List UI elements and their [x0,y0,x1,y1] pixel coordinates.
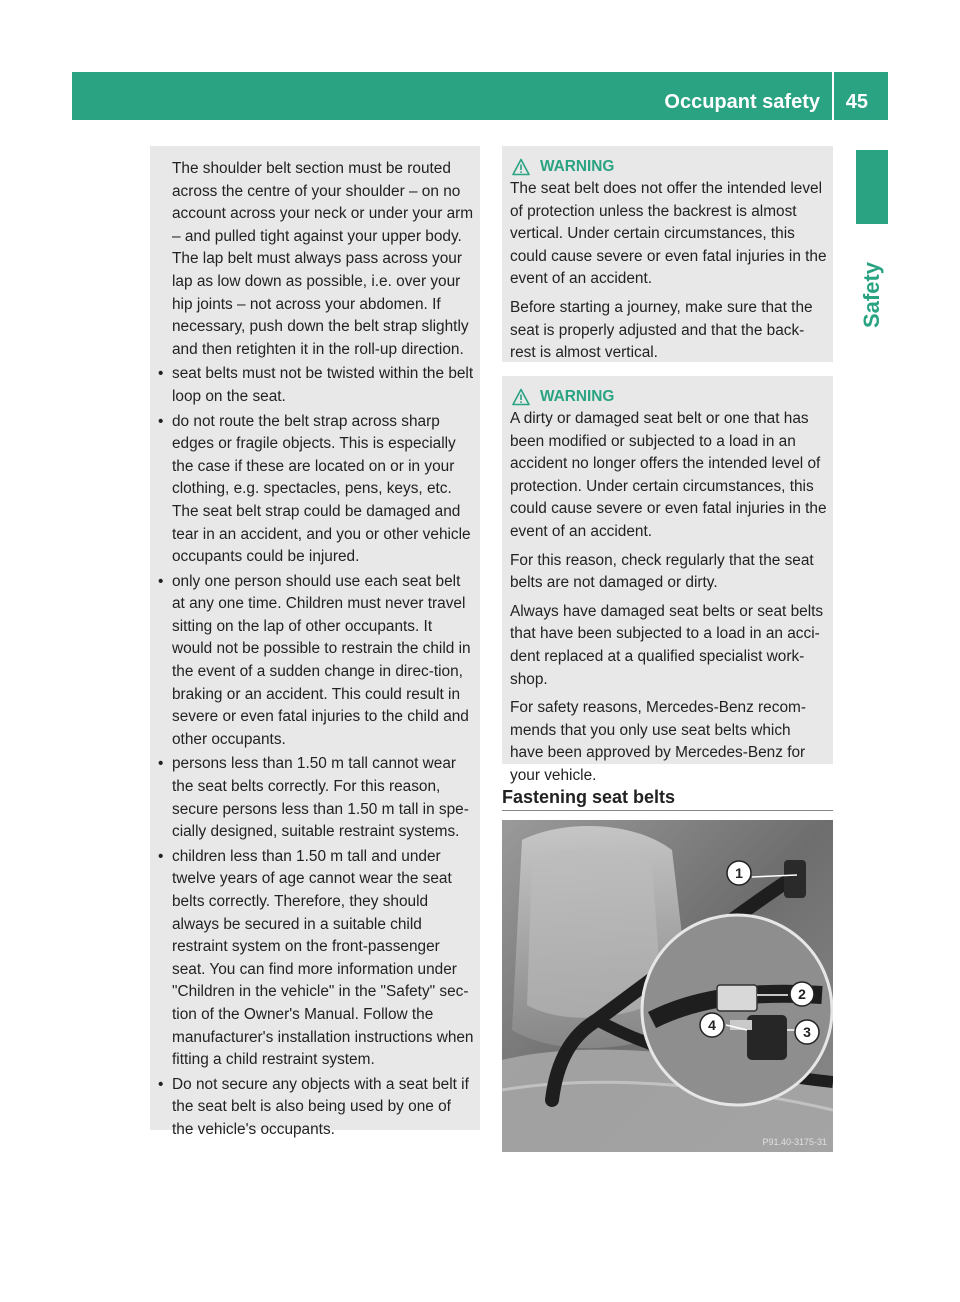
warning-title: WARNING [540,158,615,175]
page-number: 45 [845,91,868,113]
callout-1 [727,861,751,885]
seat-belt-figure [502,820,833,1152]
bullet-item: • Do not secure any objects with a seat belt if the seat belt is also being used by one of the vehicle's occupants. [172,1074,474,1142]
svg-text:1: 1 [735,865,743,881]
warning-box-2 [502,376,833,784]
bullet-item: • only one person should use each seat belt at any one time. Children must never travel sitting on the lap of other occupants. It would not be possible to restrain the child in the event of a sudden change in direc-tion, braking or an accident. This could result in severe or even fatal injuries to the child and other occupants. [172,571,474,752]
bullet-item: • children less than 1.50 m tall and under twelve years of age cannot wear the seat belts correctly. Therefore, they should always be secured in a suitable child restraint system on the front-passenger seat. You can find more information under "Children in the vehicle" in the "Safety" sec-tion of the Owner's Manual. Follow the manufacturer's installation instructions when fitting a child restraint system. [172,846,474,1072]
figure-code: P91.40-3175-31 [762,1137,827,1147]
svg-text:3: 3 [803,1024,811,1040]
chapter-tab-label: Safety [859,261,884,329]
seat-belt-illustration [502,820,833,1152]
warning-header [512,386,827,408]
warning-triangle-icon [512,388,530,406]
warning-box-1 [502,146,833,362]
warning-header [512,156,827,178]
bullet-item: • persons less than 1.50 m tall cannot wear the seat belts correctly. For this reason, secure persons less than 1.50 m tall in spe-cially designed, suitable restraint systems. [172,753,474,843]
warning-triangle-icon [512,158,530,176]
callout-2 [790,982,814,1006]
warning-paragraph: Before starting a journey, make sure that the seat is properly adjusted and that the back-rest is almost vertical. [510,298,813,362]
intro-paragraph: The shoulder belt section must be routed across the centre of your shoulder – on no account across your neck or under your arm – and pulled tight against your upper body. The lap belt must always pass across your lap as low down as possible, i.e. over your hip joints – not across your abdomen. If necessary, push down the belt strap slightly and then retighten it in the roll-up direction. [172,160,474,358]
svg-text:2: 2 [798,986,806,1002]
bullet-item: • do not route the belt strap across sharp edges or fragile objects. This is especially the case if these are located on or in your clothing, e.g. spectacles, pens, keys, etc. The seat belt strap could be damaged and tear in an accident, and you or other vehicle occupants could be injured. [172,411,474,569]
warning-paragraph: For safety reasons, Mercedes-Benz recom-mends that you only use seat belts which have been approved by Mercedes-Benz for your vehicle. [510,699,806,784]
bullet-item: • seat belts must not be twisted within the belt loop on the seat. [172,363,474,408]
section-heading: Fastening seat belts [502,786,833,811]
header-divider [832,72,834,120]
warning-paragraph: Always have damaged seat belts or seat belts that have been subjected to a load in an acci-dent replaced at a qualified specialist work-shop. [510,602,824,688]
warning-paragraph: The seat belt does not offer the intended level of protection unless the backrest is almost vertical. Under certain circumstances, this could cause severe or even fatal injuries in the event of an accident. [510,180,827,288]
warning-title: WARNING [540,388,615,405]
left-column-box [150,146,480,1138]
warning-paragraph: For this reason, check regularly that the seat belts are not damaged or dirty. [510,551,814,592]
svg-text:4: 4 [708,1017,716,1033]
callout-4 [700,1013,724,1037]
page-title: Occupant safety [664,91,820,113]
chapter-tab-marker [856,150,888,224]
page-header [72,72,888,120]
bullet-list [150,363,480,1141]
callout-3 [795,1020,819,1044]
warning-paragraph: A dirty or damaged seat belt or one that has been modified or subjected to a load in an accident no longer offers the intended level of protection. Under certain circumstances, this could cause severe or even fatal injuries in the event of an accident. [510,410,827,540]
